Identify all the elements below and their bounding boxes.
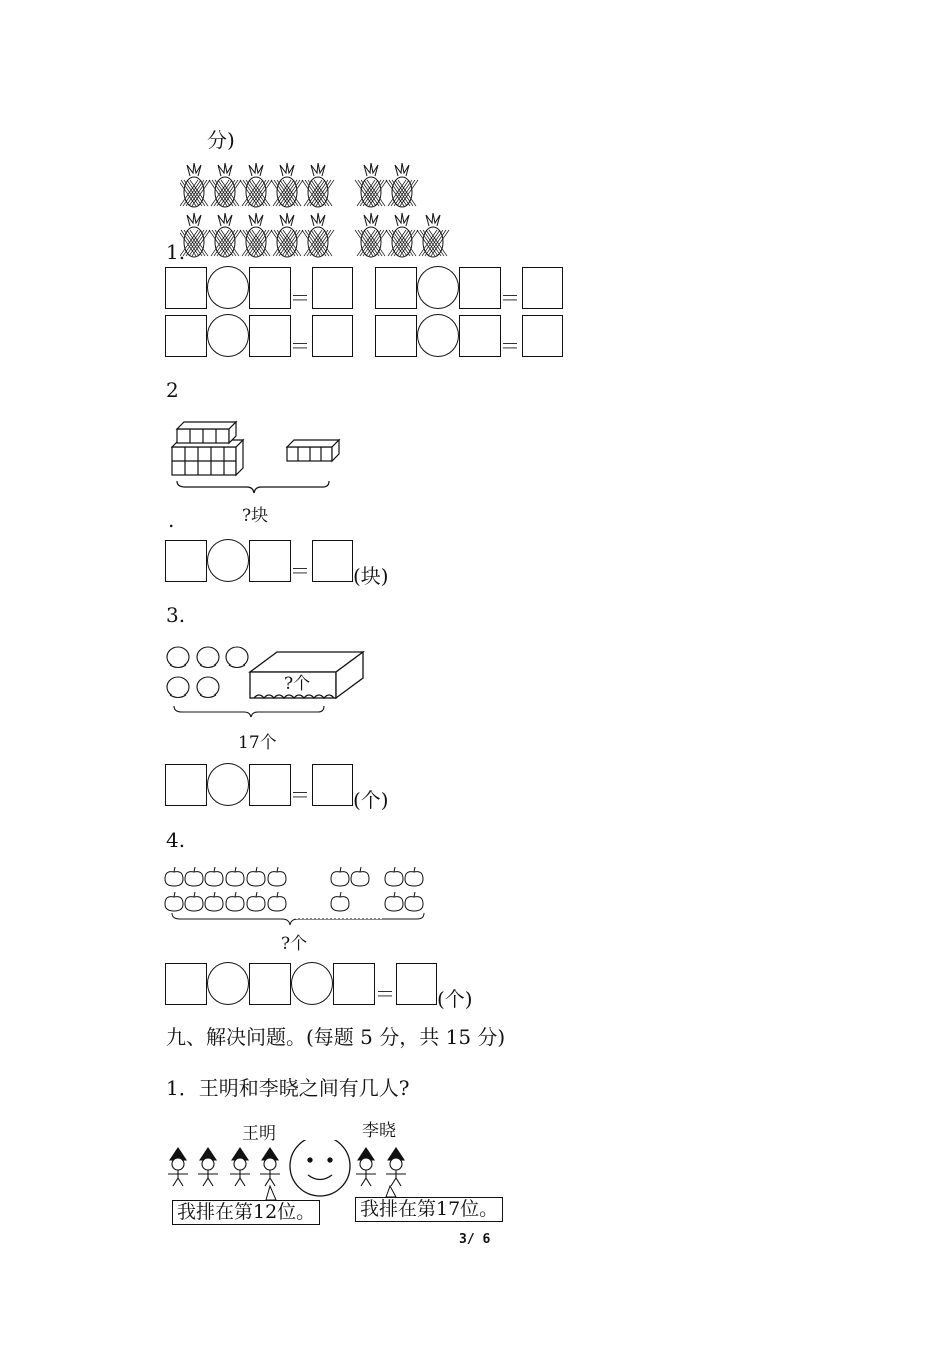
apple-icon	[165, 867, 183, 886]
question-4-label: 4.	[166, 828, 186, 852]
pineapple-icon	[417, 213, 449, 257]
question-2-label: 2	[166, 378, 179, 402]
answer-box[interactable]	[165, 764, 207, 806]
answer-box[interactable]	[249, 315, 291, 357]
operator-circle[interactable]	[207, 763, 249, 806]
answer-box[interactable]	[249, 963, 291, 1005]
apple-icon	[405, 867, 423, 886]
answer-box[interactable]	[459, 315, 501, 357]
pineapple-icon	[386, 163, 418, 207]
answer-box[interactable]	[522, 315, 563, 357]
answer-box[interactable]	[459, 267, 501, 309]
operator-circle[interactable]	[207, 539, 249, 582]
peaches-and-box-figure	[162, 640, 372, 720]
apple-icon	[205, 867, 223, 886]
smiley-face-icon	[290, 1140, 350, 1196]
answer-box[interactable]	[249, 764, 291, 806]
apple-icon	[226, 867, 244, 886]
child-icon	[198, 1148, 218, 1186]
apple-icon	[185, 892, 203, 911]
answer-box[interactable]	[249, 540, 291, 582]
pineapple-icon	[209, 163, 241, 207]
page-number: 3/ 6	[459, 1232, 491, 1247]
queue-figure	[162, 1140, 422, 1200]
apple-icon	[247, 867, 265, 886]
child-icon	[230, 1148, 250, 1186]
answer-box[interactable]	[165, 267, 207, 309]
apple-icon	[268, 867, 286, 886]
equals-sign: ＝	[500, 286, 520, 310]
child-icon	[386, 1148, 406, 1186]
pineapple-icon	[180, 162, 440, 210]
apple-icon	[385, 867, 403, 886]
pineapple-icon	[240, 213, 272, 257]
answer-box[interactable]	[312, 764, 353, 806]
equals-sign: ＝	[290, 286, 310, 310]
operator-circle[interactable]	[417, 314, 459, 357]
equals-sign: ＝	[290, 334, 310, 358]
child-icon	[356, 1148, 376, 1186]
apple-icon	[165, 892, 183, 911]
operator-circle[interactable]	[207, 962, 249, 1005]
operator-circle[interactable]	[207, 314, 249, 357]
question-3-label: 3.	[166, 603, 186, 627]
box-unknown-label: ?个	[284, 674, 311, 694]
pineapple-icon	[240, 163, 272, 207]
apple-icon	[331, 867, 349, 886]
question-1-label: 1.	[166, 240, 186, 264]
pineapple-icon	[271, 163, 303, 207]
answer-box[interactable]	[165, 540, 207, 582]
speech-bubble-right: 我排在第17位。	[355, 1197, 503, 1222]
problem-1-text: 1．王明和李晓之间有几人?	[166, 1076, 410, 1100]
apple-icon	[351, 867, 369, 886]
answer-box[interactable]	[396, 963, 437, 1005]
answer-box[interactable]	[375, 315, 417, 357]
name-li-xiao: 李晓	[362, 1121, 396, 1141]
name-wang-ming: 王明	[242, 1124, 276, 1144]
pineapple-icon	[302, 213, 334, 257]
child-icon	[168, 1148, 188, 1186]
child-icon	[260, 1148, 280, 1186]
question-4-unknown: ?个	[281, 934, 308, 954]
peach-icon	[167, 647, 248, 698]
pineapple-icon	[209, 213, 241, 257]
header-fragment: 分)	[207, 128, 235, 152]
equals-sign: ＝	[290, 559, 310, 583]
equals-sign: ＝	[500, 334, 520, 358]
apple-icon	[162, 863, 432, 933]
apple-icon	[185, 867, 203, 886]
pineapple-icon	[302, 163, 334, 207]
unit-label: (个)	[437, 987, 473, 1011]
pineapple-group-bottom	[180, 212, 450, 260]
speech-bubble-left: 我排在第12位。	[172, 1200, 320, 1225]
pineapple-icon	[386, 213, 418, 257]
pineapple-group-top	[180, 162, 440, 210]
pineapple-icon	[180, 212, 450, 260]
equals-sign: ＝	[290, 783, 310, 807]
answer-box[interactable]	[312, 267, 353, 309]
apple-icon	[331, 892, 349, 911]
section-9-title: 九、解决问题。(每题 5 分，共 15 分)	[166, 1025, 506, 1049]
answer-box[interactable]	[249, 267, 291, 309]
cube-blocks-figure	[165, 415, 365, 500]
answer-box[interactable]	[312, 315, 353, 357]
answer-box[interactable]	[375, 267, 417, 309]
operator-circle[interactable]	[207, 266, 249, 309]
total-label: 17个	[238, 733, 277, 753]
unit-label: (个)	[353, 788, 389, 812]
question-2-unknown: ?块	[242, 506, 269, 526]
operator-circle[interactable]	[417, 266, 459, 309]
apple-icon	[268, 892, 286, 911]
apple-icon	[405, 892, 423, 911]
answer-box[interactable]	[333, 963, 375, 1005]
pineapple-icon	[355, 213, 387, 257]
pineapple-icon	[355, 163, 387, 207]
equals-sign: ＝	[375, 982, 395, 1006]
question-2-dot: .	[168, 508, 175, 532]
answer-box[interactable]	[312, 540, 353, 582]
cube-block-icon	[165, 415, 365, 500]
apple-icon	[385, 892, 403, 911]
pineapple-icon	[271, 213, 303, 257]
pineapple-icon	[180, 163, 210, 207]
apple-icon	[205, 892, 223, 911]
apples-figure	[162, 863, 432, 933]
answer-box[interactable]	[522, 267, 563, 309]
answer-box[interactable]	[165, 315, 207, 357]
unit-label: (块)	[353, 564, 389, 588]
apple-icon	[226, 892, 244, 911]
apple-icon	[247, 892, 265, 911]
answer-box[interactable]	[165, 963, 207, 1005]
operator-circle[interactable]	[291, 962, 333, 1005]
